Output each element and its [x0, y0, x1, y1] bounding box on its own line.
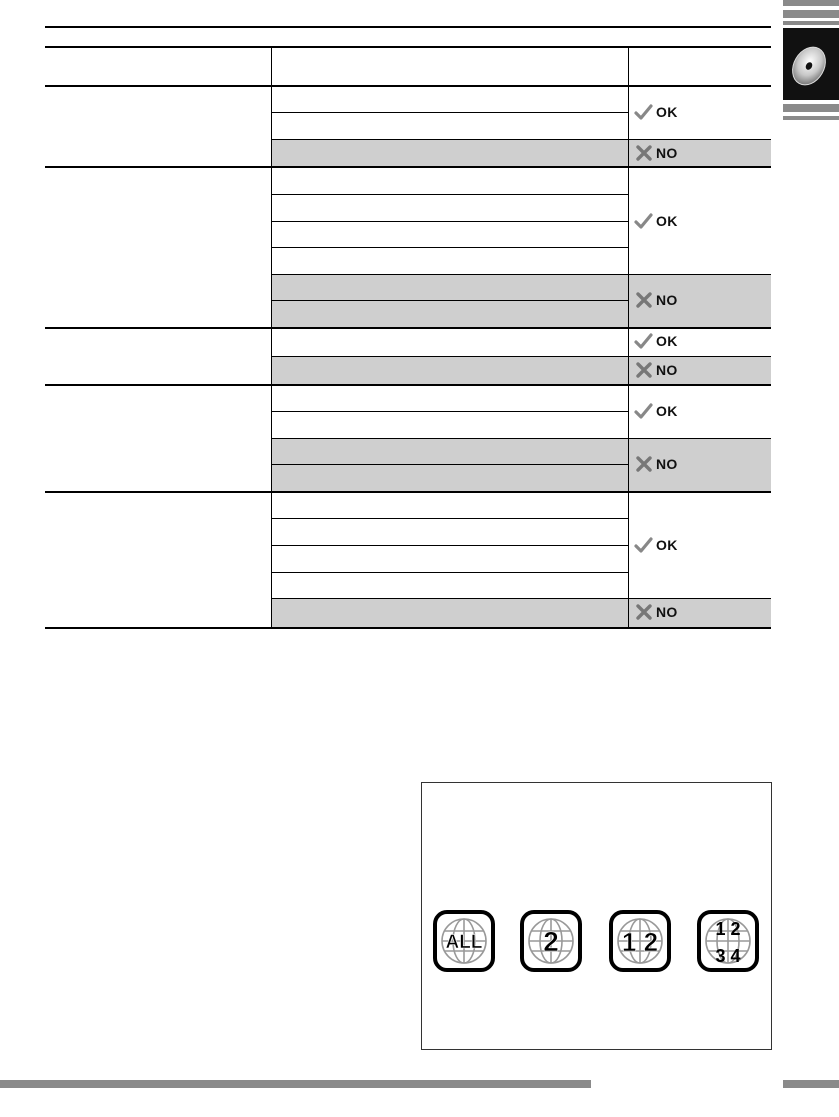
cross-icon [634, 362, 654, 378]
ok-label: OK [656, 104, 678, 120]
no-label: NO [656, 456, 678, 472]
footer-bar [0, 1080, 591, 1088]
no-mark [634, 604, 678, 620]
cross-icon [634, 456, 654, 472]
region-label-2: 3 4 [715, 946, 741, 966]
cross-icon [634, 292, 654, 308]
checkmark-icon [634, 537, 654, 553]
ok-label: OK [656, 213, 678, 229]
row-rule [272, 194, 629, 195]
region-label: ALL [445, 932, 483, 953]
ok-label: OK [656, 333, 678, 349]
row-rule [272, 545, 629, 546]
ok-label: OK [656, 403, 678, 419]
region-1-2-icon [609, 910, 671, 972]
table-row [272, 357, 771, 384]
table-top-rule [45, 26, 771, 28]
row-rule [272, 518, 629, 519]
section-tab-bar-bottom [783, 104, 839, 112]
row-rule [272, 221, 629, 222]
section-tab-bar-2 [783, 10, 839, 18]
no-label: NO [656, 362, 678, 378]
no-mark [634, 292, 678, 308]
group-rule [45, 166, 771, 168]
ok-mark [634, 333, 678, 349]
ok-mark [634, 403, 678, 419]
table-bottom-rule [45, 627, 771, 629]
section-tab-bar-3 [783, 21, 839, 25]
row-rule [272, 356, 771, 357]
section-tab-disc [783, 28, 839, 100]
no-label: NO [656, 292, 678, 308]
ok-mark [634, 104, 678, 120]
region-all-icon [433, 910, 495, 972]
region-2-icon [520, 910, 582, 972]
ok-mark [634, 537, 678, 553]
cross-icon [634, 145, 654, 161]
row-rule [272, 598, 771, 599]
group-rule [45, 491, 771, 493]
checkmark-icon [634, 403, 654, 419]
no-label: NO [656, 604, 678, 620]
row-rule [272, 274, 771, 275]
row-rule [272, 139, 771, 140]
row-rule [272, 464, 629, 465]
no-label: NO [656, 145, 678, 161]
footer-bar-right [783, 1080, 839, 1088]
section-tab-bar-bottom-2 [783, 116, 839, 120]
row-rule [272, 112, 629, 113]
table-row [272, 275, 771, 327]
no-mark [634, 145, 678, 161]
column-rule [271, 47, 272, 628]
column-rule [628, 47, 629, 628]
group-rule [45, 327, 771, 329]
checkmark-icon [634, 333, 654, 349]
cross-icon [634, 604, 654, 620]
region-label: 1 2 [715, 919, 741, 939]
row-rule [272, 247, 629, 248]
no-mark [634, 456, 678, 472]
region-label: 2 [543, 926, 559, 957]
checkmark-icon [634, 104, 654, 120]
row-rule [272, 300, 629, 301]
header-bottom-rule [45, 85, 771, 87]
region-1-2-3-4-icon [697, 910, 759, 972]
ok-mark [634, 213, 678, 229]
ok-label: OK [656, 537, 678, 553]
header-top-rule [45, 46, 771, 48]
row-rule [272, 411, 629, 412]
table-row [272, 139, 771, 166]
row-rule [272, 572, 629, 573]
disc-icon [783, 28, 839, 100]
table-row [272, 599, 771, 627]
group-rule [45, 384, 771, 386]
region-label: 1 2 [621, 927, 659, 957]
checkmark-icon [634, 213, 654, 229]
section-tab-bar-top [783, 0, 839, 6]
row-rule [272, 438, 771, 439]
no-mark [634, 362, 678, 378]
